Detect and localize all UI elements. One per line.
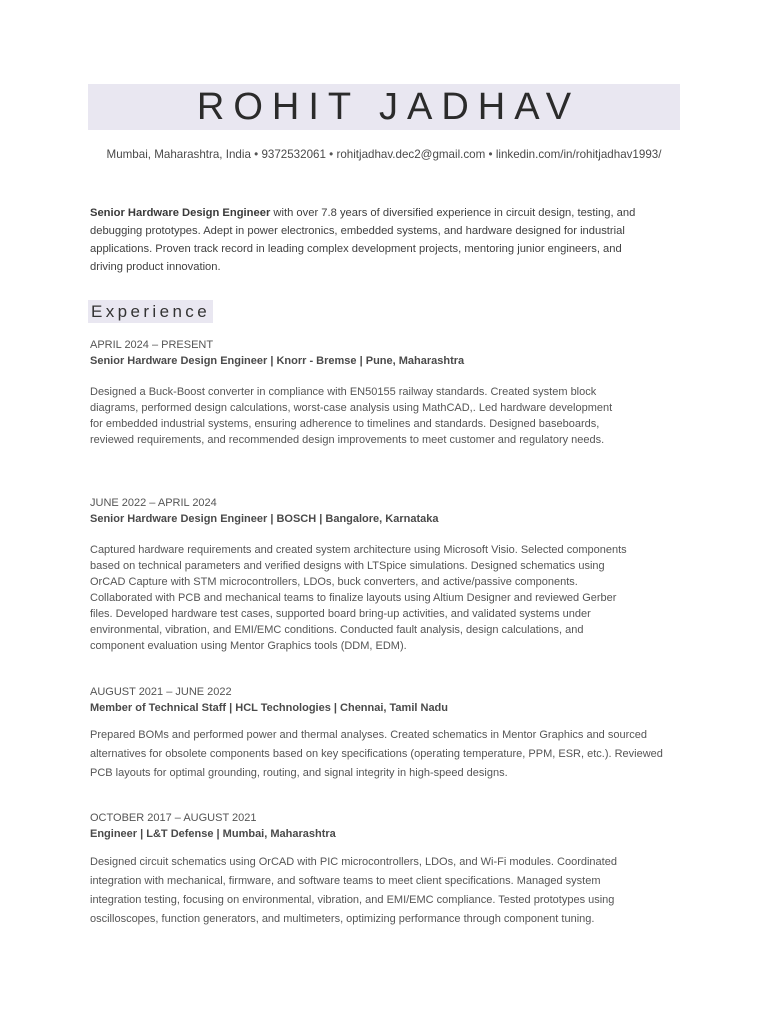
job-description: Prepared BOMs and performed power and thermal analyses. Created schematics in Mentor Graphics and sourced alternatives for obsolete components based on key specifications (operating temperature, PPM, ESR, etc.). Reviewed PCB layouts for optimal grounding, routing, and signal integrity in high-speed designs. — [90, 729, 663, 779]
job-title: Senior Hardware Design Engineer | Knorr - Bremse | Pune, Maharashtra — [90, 355, 465, 367]
separator-dot: • — [488, 148, 493, 161]
phone-text: 9372532061 — [261, 148, 326, 161]
job-description: Captured hardware requirements and created system architecture using Microsoft Visio. Selected components based on technical parameters and verified designs with LTSpice simulations. Designed schematics using OrCAD Capture with STM microcontrollers, LDOs, buck converters, and active/passive components. Collaborated with PCB and mechanical teams to finalize layouts using Altium Designer and reviewed Gerber files. Developed hardware test cases, supported board bring-up activities, and validated systems under environmental, vibration, and EMI/EMC conditions. Conducted fault analysis, design calculations, and component evaluation using Mentor Graphics tools (DDM, EDM). — [90, 544, 627, 652]
job-description: Designed a Buck-Boost converter in compliance with EN50155 railway standards. Created system block diagrams, performed design calculations, worst-case analysis using MathCAD,. Led hardware development for embedded industrial systems, ensuring adherence to timelines and standards. Designed baseboards, reviewed requirements, and recommended design improvements to meet customer and regulatory needs. — [90, 386, 613, 446]
job-date: APRIL 2024 – PRESENT — [90, 339, 214, 351]
linkedin-link[interactable]: linkedin.com/in/rohitjadhav1993/ — [495, 148, 662, 161]
professional-summary — [90, 204, 650, 276]
job-title: Engineer | L&T Defense | Mumbai, Maharashtra — [90, 828, 336, 840]
summary-title: Senior Hardware Design Engineer — [90, 207, 271, 219]
job-date: JUNE 2022 – APRIL 2024 — [90, 497, 217, 509]
location-text: Mumbai, Maharashtra, India — [106, 148, 251, 161]
job-title: Member of Technical Staff | HCL Technologies | Chennai, Tamil Nadu — [90, 702, 448, 714]
name-banner — [88, 84, 680, 130]
contact-line — [0, 148, 768, 161]
email-link[interactable]: rohitjadhav.dec2@gmail.com — [336, 148, 486, 161]
experience-heading: Experience — [88, 300, 213, 323]
job-entry — [90, 686, 680, 783]
candidate-name: ROHIT JADHAV — [196, 85, 581, 128]
job-date: AUGUST 2021 – JUNE 2022 — [90, 686, 232, 698]
separator-dot: • — [329, 148, 334, 161]
job-entry — [90, 497, 680, 654]
job-entry — [90, 339, 680, 448]
separator-dot: • — [254, 148, 259, 161]
job-date: OCTOBER 2017 – AUGUST 2021 — [90, 812, 257, 824]
summary-text: with over 7.8 years of diversified experience in circuit design, testing, and debugging prototypes. Adept in power electronics, embedded systems, and hardware designed for industrial applications. Proven track record in leading complex development projects, mentoring junior engineers, and driving product innovation. — [90, 207, 636, 273]
job-entry — [90, 812, 680, 929]
job-description: Designed circuit schematics using OrCAD with PIC microcontrollers, LDOs, and Wi-Fi modules. Coordinated integration with mechanical, firmware, and software teams to meet client specifications. Managed system integration testing, focusing on environmental, vibration, and EMI/EMC compliance. Tested prototypes using oscilloscopes, function generators, and multimeters, optimizing performance through component tuning. — [90, 856, 617, 925]
job-title: Senior Hardware Design Engineer | BOSCH | Bangalore, Karnataka — [90, 513, 439, 525]
